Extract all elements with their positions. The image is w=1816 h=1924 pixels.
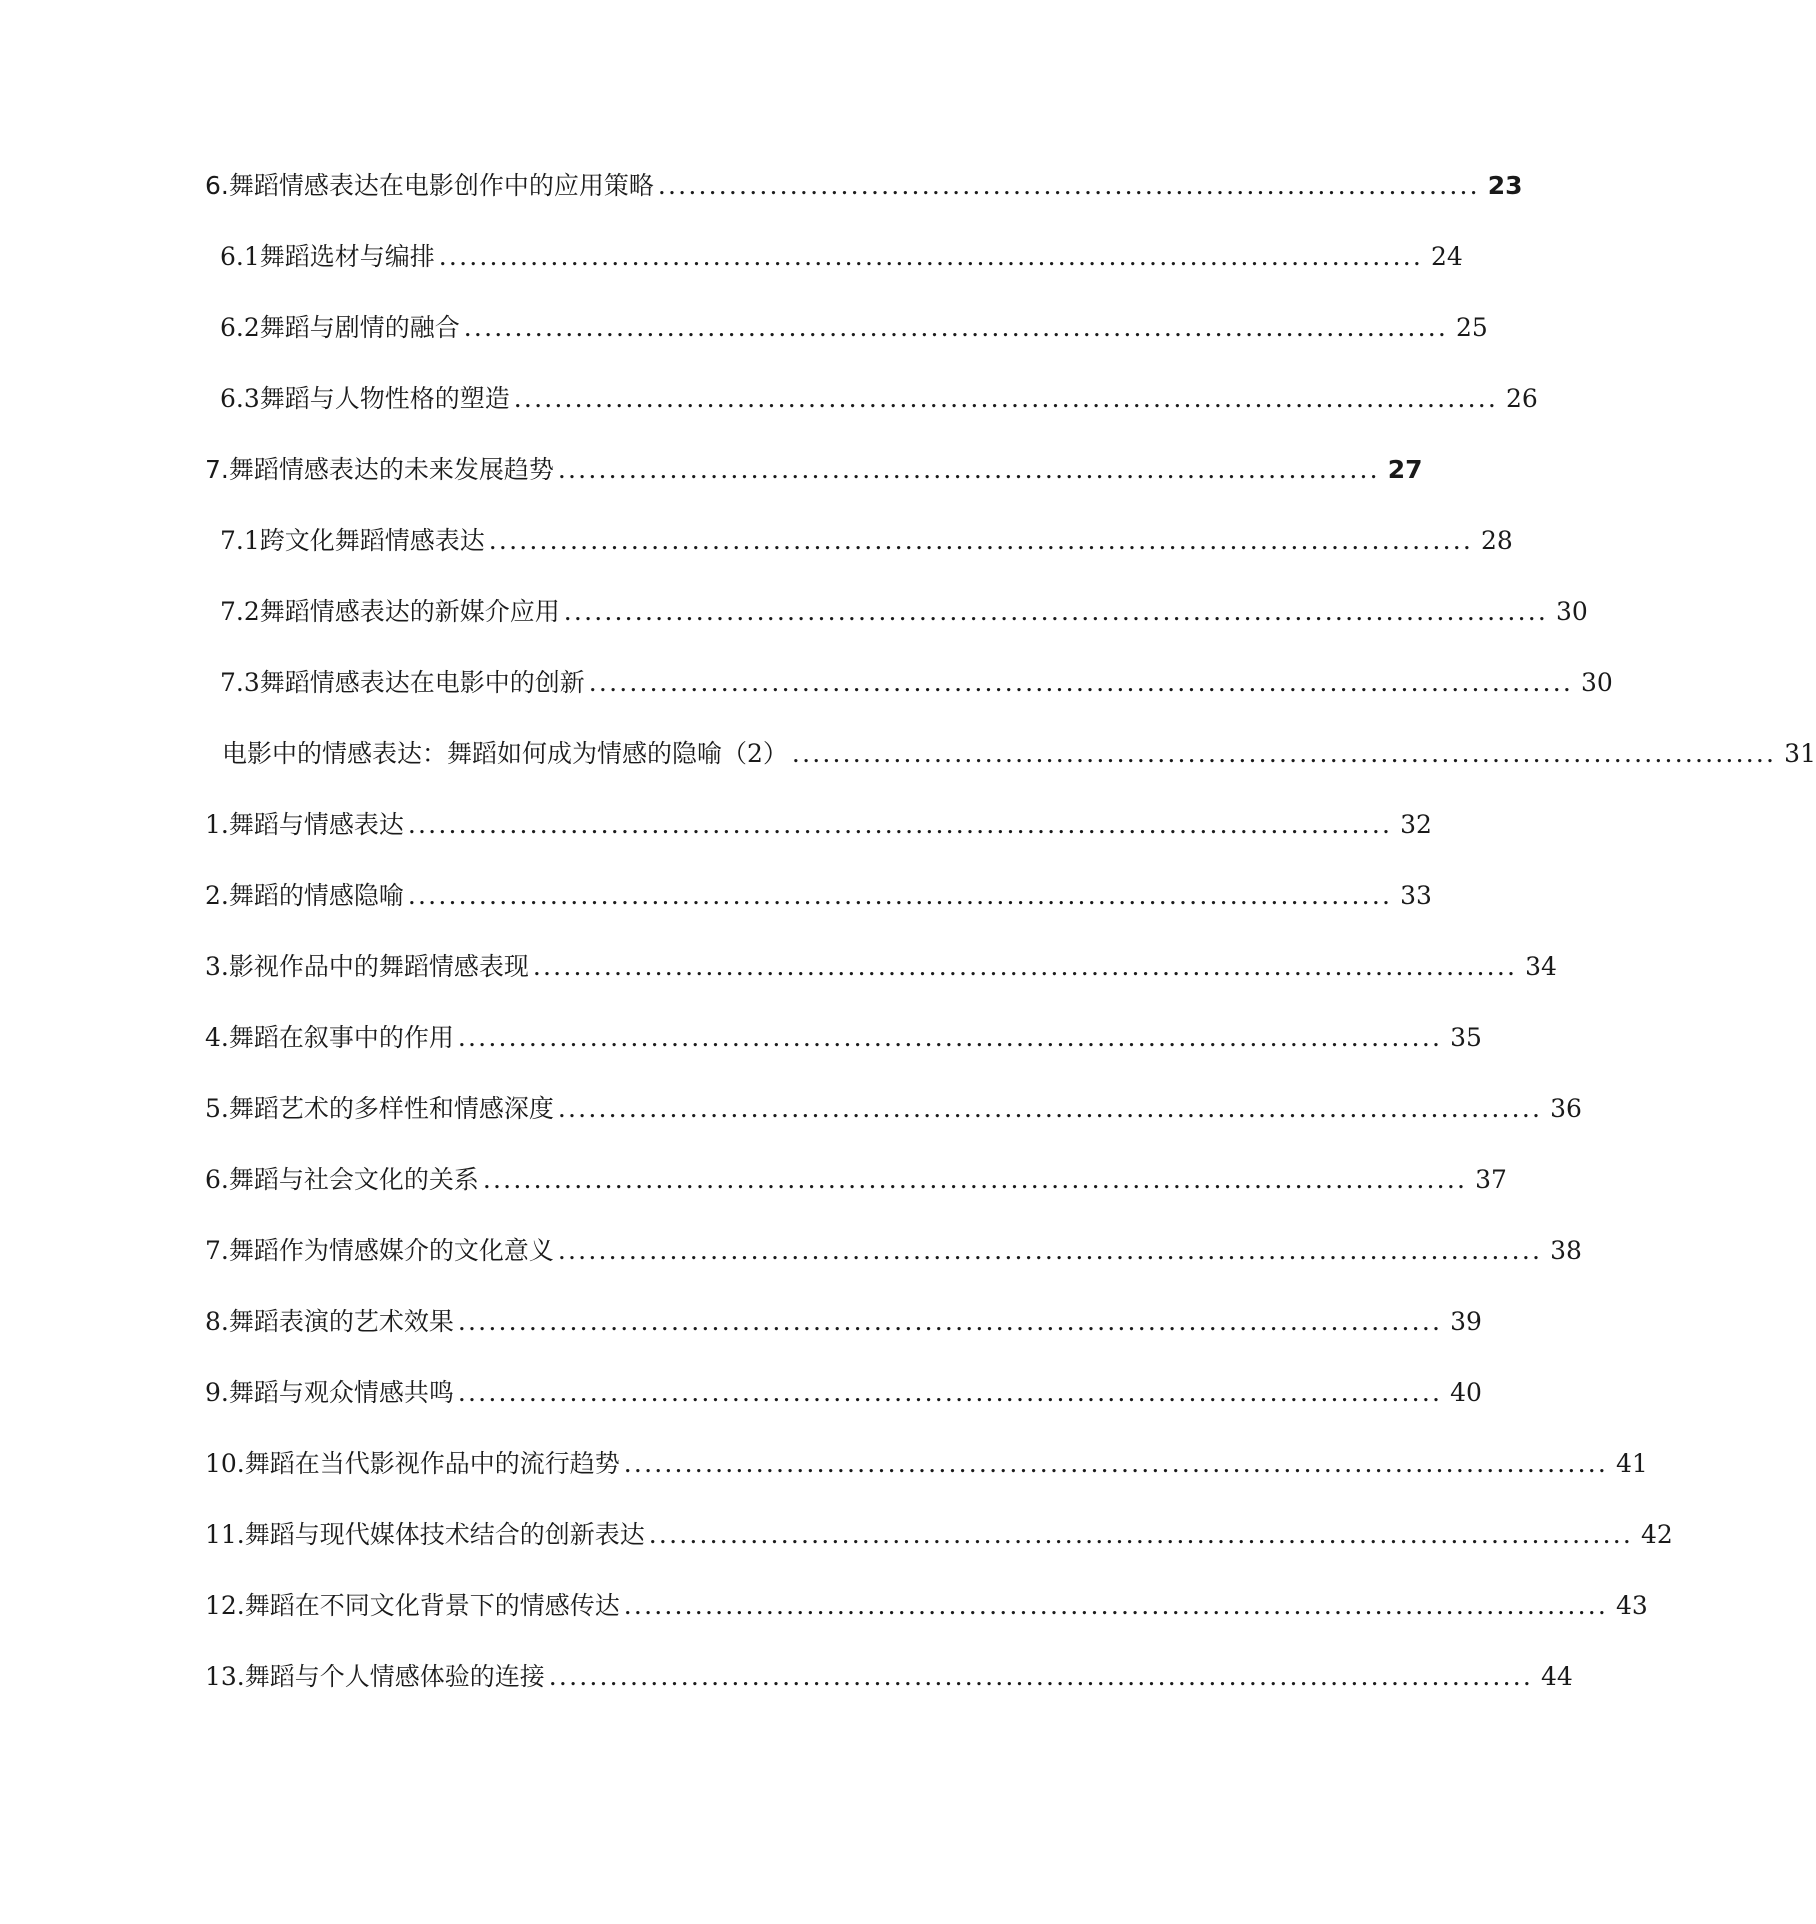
toc-entry[interactable] [205,1660,1573,1694]
toc-entry-title: 舞蹈与个人情感体验的连接 [244,1662,545,1691]
toc-entry-section-heading[interactable] [222,737,1816,771]
toc-entry[interactable] [205,808,1432,842]
toc-entry-number: 1. [205,810,229,839]
toc-entry-page: 36 [1550,1094,1582,1123]
toc-leader-dots: ................................................................................................. [438,242,1424,271]
toc-leader-dots: ................................................................................................. [482,1165,1468,1194]
toc-entry[interactable] [205,169,1523,203]
toc-entry-page: 31 [1784,739,1816,768]
toc-leader-dots: ................................................................................................. [407,810,1393,839]
toc-entry-title: 影视作品中的舞蹈情感表现 [228,952,529,981]
toc-leader-dots: ................................................................................................. [463,313,1449,342]
toc-entry[interactable] [205,1234,1582,1268]
toc-entry[interactable] [205,1589,1648,1623]
toc-entry-page: 39 [1450,1307,1482,1336]
toc-entry-title: 舞蹈与剧情的融合 [259,313,460,342]
toc-entry-number: 7.3 [220,668,260,697]
toc-leader-dots: ................................................................................................. [588,668,1574,697]
toc-entry-page: 42 [1641,1520,1673,1549]
toc-entry-title: 舞蹈与社会文化的关系 [228,1165,479,1194]
toc-entry-title: 舞蹈表演的艺术效果 [228,1307,454,1336]
toc-entry-title: 舞蹈与现代媒体技术结合的创新表达 [244,1520,645,1549]
toc-entry-number: 4. [205,1023,229,1052]
toc-entry-number: 2. [205,881,229,910]
toc-entry-page: 34 [1525,952,1557,981]
toc-entry-page: 23 [1487,171,1523,200]
toc-entry-number: 6.3 [220,384,260,413]
toc-entry[interactable] [205,453,1423,487]
toc-entry[interactable] [205,879,1432,913]
toc-leader-dots: ................................................................................................. [457,1023,1443,1052]
toc-leader-dots: ................................................................................................. [623,1449,1609,1478]
toc-entry[interactable] [220,666,1613,700]
toc-entry-number: 7.2 [220,597,260,626]
toc-entry-page: 26 [1506,384,1538,413]
toc-entry-page: 41 [1616,1449,1648,1478]
toc-entry-title: 舞蹈艺术的多样性和情感深度 [228,1094,554,1123]
toc-entry-number: 8. [205,1307,229,1336]
toc-entry[interactable] [205,1021,1482,1055]
toc-entry-title: 舞蹈在当代影视作品中的流行趋势 [244,1449,620,1478]
toc-entry-number: 6. [205,1165,229,1194]
toc-entry-title: 舞蹈情感表达在电影创作中的应用策略 [228,171,654,200]
toc-leader-dots: ................................................................................................. [791,739,1777,768]
toc-entry-number: 3. [205,952,229,981]
toc-leader-dots: ................................................................................................. [513,384,1499,413]
toc-leader-dots: ................................................................................................. [648,1520,1634,1549]
toc-entry-page: 44 [1541,1662,1573,1691]
toc-leader-dots: ................................................................................................. [557,1094,1543,1123]
toc-entry[interactable] [205,950,1557,984]
toc-entry-page: 28 [1481,526,1513,555]
toc-entry-number: 6. [205,171,229,200]
toc-entry-number: 9. [205,1378,229,1407]
toc-entry-title: 舞蹈选材与编排 [259,242,435,271]
toc-leader-dots: ................................................................................................. [563,597,1549,626]
toc-leader-dots: ................................................................................................. [532,952,1518,981]
toc-leader-dots: ................................................................................................. [457,1378,1443,1407]
toc-entry[interactable] [205,1163,1507,1197]
toc-entry[interactable] [205,1092,1582,1126]
toc-entry-title: 跨文化舞蹈情感表达 [259,526,485,555]
toc-entry-page: 43 [1616,1591,1648,1620]
toc-entry-title: 舞蹈在不同文化背景下的情感传达 [244,1591,620,1620]
toc-entry[interactable] [205,1447,1648,1481]
toc-leader-dots: ................................................................................. [557,455,1380,484]
toc-entry[interactable] [205,1305,1482,1339]
toc-entry-number: 6.1 [220,242,260,271]
toc-leader-dots: ................................................................................. [657,171,1480,200]
toc-entry-title: 舞蹈情感表达的未来发展趋势 [228,455,554,484]
toc-entry-title: 舞蹈情感表达的新媒介应用 [259,597,560,626]
toc-leader-dots: ................................................................................................. [623,1591,1609,1620]
toc-entry-title: 舞蹈情感表达在电影中的创新 [259,668,585,697]
toc-entry[interactable] [220,311,1488,345]
toc-leader-dots: ................................................................................................. [407,881,1393,910]
toc-entry-page: 24 [1431,242,1463,271]
toc-entry-number: 10. [205,1449,245,1478]
toc-entry-title: 舞蹈与情感表达 [228,810,404,839]
toc-entry-number: 7. [205,455,229,484]
toc-entry-page: 40 [1450,1378,1482,1407]
toc-entry-title: 舞蹈在叙事中的作用 [228,1023,454,1052]
toc-leader-dots: ................................................................................................. [548,1662,1534,1691]
toc-entry-page: 30 [1581,668,1613,697]
toc-entry-page: 27 [1387,455,1423,484]
toc-entry[interactable] [220,240,1463,274]
toc-entry-number: 13. [205,1662,245,1691]
toc-entry-page: 32 [1400,810,1432,839]
toc-entry-title: 舞蹈与观众情感共鸣 [228,1378,454,1407]
toc-leader-dots: ................................................................................................. [557,1236,1543,1265]
toc-entry-title: 舞蹈的情感隐喻 [228,881,404,910]
toc-entry-number: 7. [205,1236,229,1265]
toc-leader-dots: ................................................................................................. [457,1307,1443,1336]
toc-entry-title: 电影中的情感表达：舞蹈如何成为情感的隐喻（2） [222,739,788,768]
toc-entry[interactable] [220,524,1513,558]
toc-entry-page: 33 [1400,881,1432,910]
toc-entry-page: 38 [1550,1236,1582,1265]
toc-entry-number: 11. [205,1520,245,1549]
toc-entry-title: 舞蹈作为情感媒介的文化意义 [228,1236,554,1265]
toc-leader-dots: ................................................................................................. [488,526,1474,555]
toc-entry-page: 37 [1475,1165,1507,1194]
toc-entry-page: 35 [1450,1023,1482,1052]
toc-entry[interactable] [220,382,1538,416]
toc-entry[interactable] [205,1518,1673,1552]
toc-entry[interactable] [205,1376,1482,1410]
toc-entry-page: 30 [1556,597,1588,626]
toc-entry-number: 12. [205,1591,245,1620]
toc-entry-page: 25 [1456,313,1488,342]
toc-entry-number: 7.1 [220,526,260,555]
toc-entry-number: 5. [205,1094,229,1123]
toc-entry-title: 舞蹈与人物性格的塑造 [259,384,510,413]
toc-entry-number: 6.2 [220,313,260,342]
toc-entry[interactable] [220,595,1588,629]
